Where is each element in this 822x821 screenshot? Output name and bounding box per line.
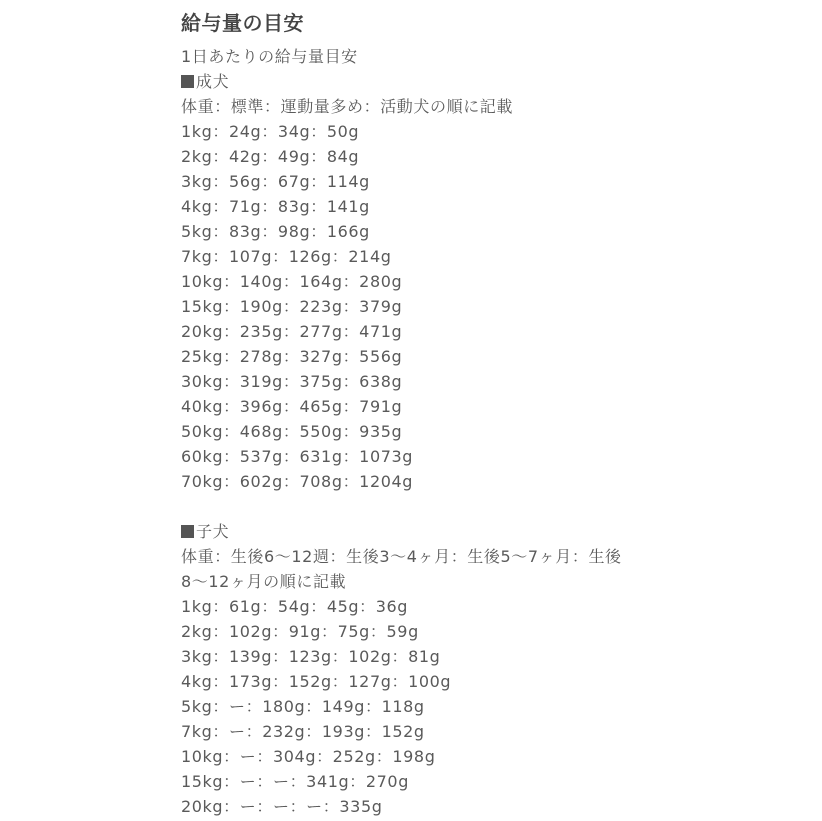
puppy-row: 20kg：ー：ー：ー：335g [181,797,383,816]
adult-row: 2kg：42g：49g：84g [181,147,360,166]
puppy-row: 3kg：139g：123g：102g：81g [181,647,441,666]
adult-row: 30kg：319g：375g：638g [181,372,403,391]
adult-row: 20kg：235g：277g：471g [181,322,403,341]
adult-row: 4kg：71g：83g：141g [181,197,370,216]
puppy-legend-line2: 8〜12ヶ月の順に記載 [181,572,347,591]
puppy-row: 7kg：ー：232g：193g：152g [181,722,425,741]
adult-row: 7kg：107g：126g：214g [181,247,392,266]
adult-row: 10kg：140g：164g：280g [181,272,403,291]
adult-row: 15kg：190g：223g：379g [181,297,403,316]
puppy-section-heading: 子犬 [181,519,781,544]
feeding-guide-document [181,8,781,819]
adult-section-heading: 成犬 [181,69,781,94]
adult-legend: 体重：標準：運動量多め：活動犬の順に記載 [181,97,514,116]
square-bullet-icon [181,525,194,538]
adult-row: 3kg：56g：67g：114g [181,172,370,191]
page-title: 給与量の目安 [181,11,304,35]
adult-row: 70kg：602g：708g：1204g [181,472,414,491]
puppy-legend-line1: 体重：生後6〜12週：生後3〜4ヶ月：生後5〜7ヶ月：生後 [181,547,622,566]
adult-row: 5kg：83g：98g：166g [181,222,370,241]
puppy-row: 2kg：102g：91g：75g：59g [181,622,419,641]
puppy-row: 5kg：ー：180g：149g：118g [181,697,425,716]
puppy-row: 15kg：ー：ー：341g：270g [181,772,409,791]
subtitle: 1日あたりの給与量目安 [181,47,358,66]
adult-row: 1kg：24g：34g：50g [181,122,360,141]
puppy-rows [181,594,781,819]
adult-row: 60kg：537g：631g：1073g [181,447,414,466]
puppy-row: 10kg：ー：304g：252g：198g [181,747,436,766]
adult-row: 25kg：278g：327g：556g [181,347,403,366]
square-bullet-icon [181,75,194,88]
adult-row: 40kg：396g：465g：791g [181,397,403,416]
adult-rows [181,119,781,494]
section-spacer [181,494,781,519]
puppy-row: 4kg：173g：152g：127g：100g [181,672,452,691]
adult-row: 50kg：468g：550g：935g [181,422,403,441]
puppy-row: 1kg：61g：54g：45g：36g [181,597,409,616]
